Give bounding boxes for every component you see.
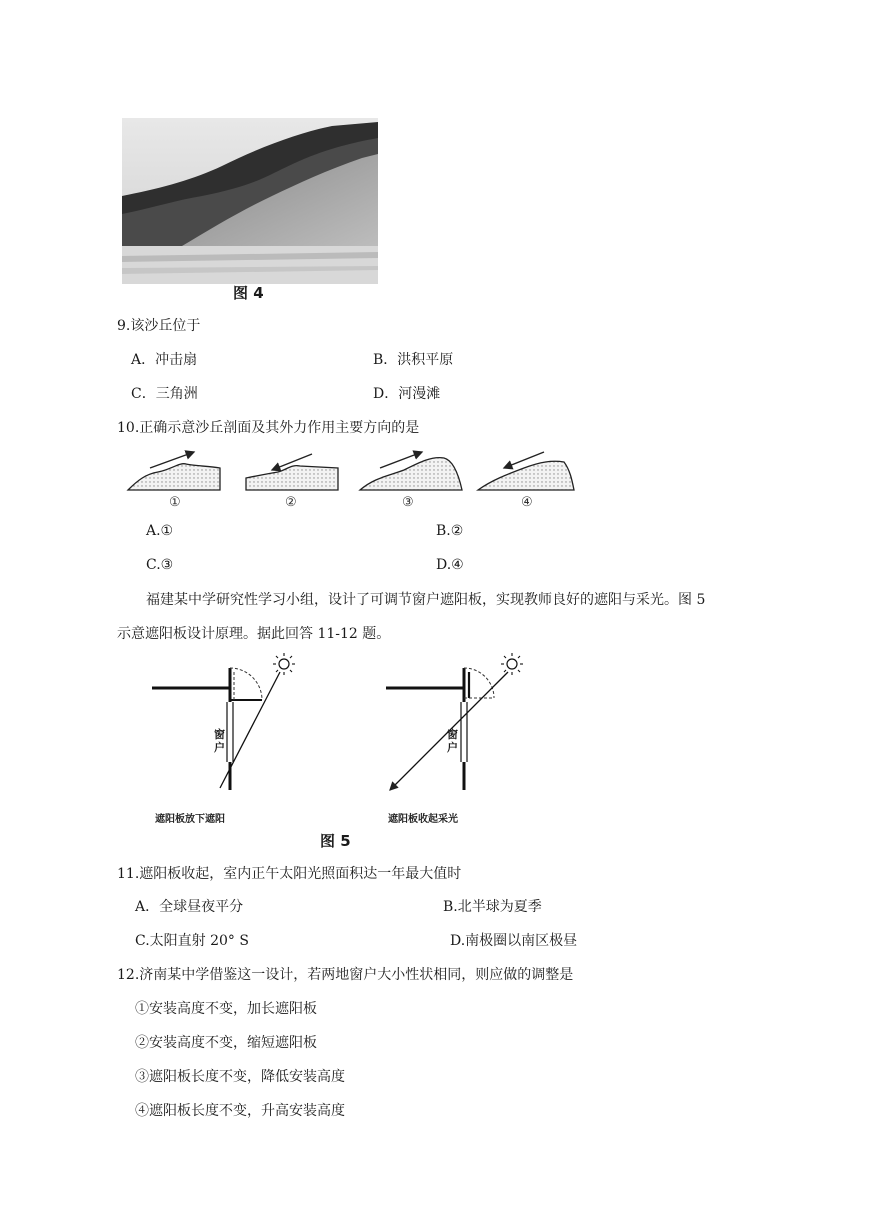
q12-item-3: ③遮阳板长度不变，降低安装高度 [135,1069,345,1085]
q11-stem: 11.遮阳板收起，室内正午太阳光照面积达一年最大值时 [117,866,462,882]
profile-label-3: ③ [402,495,414,510]
q12-item-4: ④遮阳板长度不变，升高安装高度 [135,1103,345,1119]
q9-option-a: A．冲击扇 [131,352,198,368]
figure-5 [150,650,540,810]
profile-label-2: ② [285,495,297,510]
q10-option-d: D.④ [436,557,464,573]
profile-2 [246,454,338,490]
q10-option-b: B.② [436,523,464,539]
q10-option-c: C.③ [146,557,174,573]
figure-5-caption: 图 5 [320,832,351,850]
window-label-left: 窗户 [214,728,225,754]
window-label-right: 窗户 [447,728,458,754]
q11-option-b: B.北半球为夏季 [443,899,542,915]
profile-label-4: ④ [521,495,533,510]
q11-option-d: D.南极圈以南区极昼 [450,933,578,949]
passage-line-2: 示意遮阳板设计原理。据此回答 11-12 题。 [117,626,391,642]
figure-4-caption: 图 4 [233,284,264,302]
shade-raised-diagram [386,653,523,790]
q9-option-b: B．洪积平原 [373,352,454,368]
q12-stem: 12.济南某中学借鉴这一设计，若两地窗户大小性状相同，则应做的调整是 [117,967,574,983]
q10-stem: 10.正确示意沙丘剖面及其外力作用主要方向的是 [117,420,420,436]
q9-option-c: C．三角洲 [131,386,198,402]
q10-option-a: A.① [146,523,174,539]
sand-dune-photo [122,118,378,284]
left-diagram-caption: 遮阳板放下遮阳 [155,814,225,825]
passage-line-1: 福建某中学研究性学习小组，设计了可调节窗户遮阳板，实现教师良好的遮阳与采光。图 5 [146,592,706,608]
figure-4 [122,118,378,284]
profile-1 [128,452,220,490]
dune-profile-diagrams [124,448,584,516]
q12-item-1: ①安装高度不变，加长遮阳板 [135,1001,317,1017]
q11-option-a: A．全球昼夜平分 [135,899,244,915]
profile-3 [360,452,462,490]
q12-item-2: ②安装高度不变，缩短遮阳板 [135,1035,317,1051]
profile-4 [478,452,574,490]
q9-option-d: D．河漫滩 [373,386,441,402]
q11-option-c: C.太阳直射 20° S [135,933,249,949]
q9-stem: 9.该沙丘位于 [117,318,201,334]
right-diagram-caption: 遮阳板收起采光 [388,814,458,825]
shade-lowered-diagram [152,653,295,790]
profile-label-1: ① [169,495,181,510]
